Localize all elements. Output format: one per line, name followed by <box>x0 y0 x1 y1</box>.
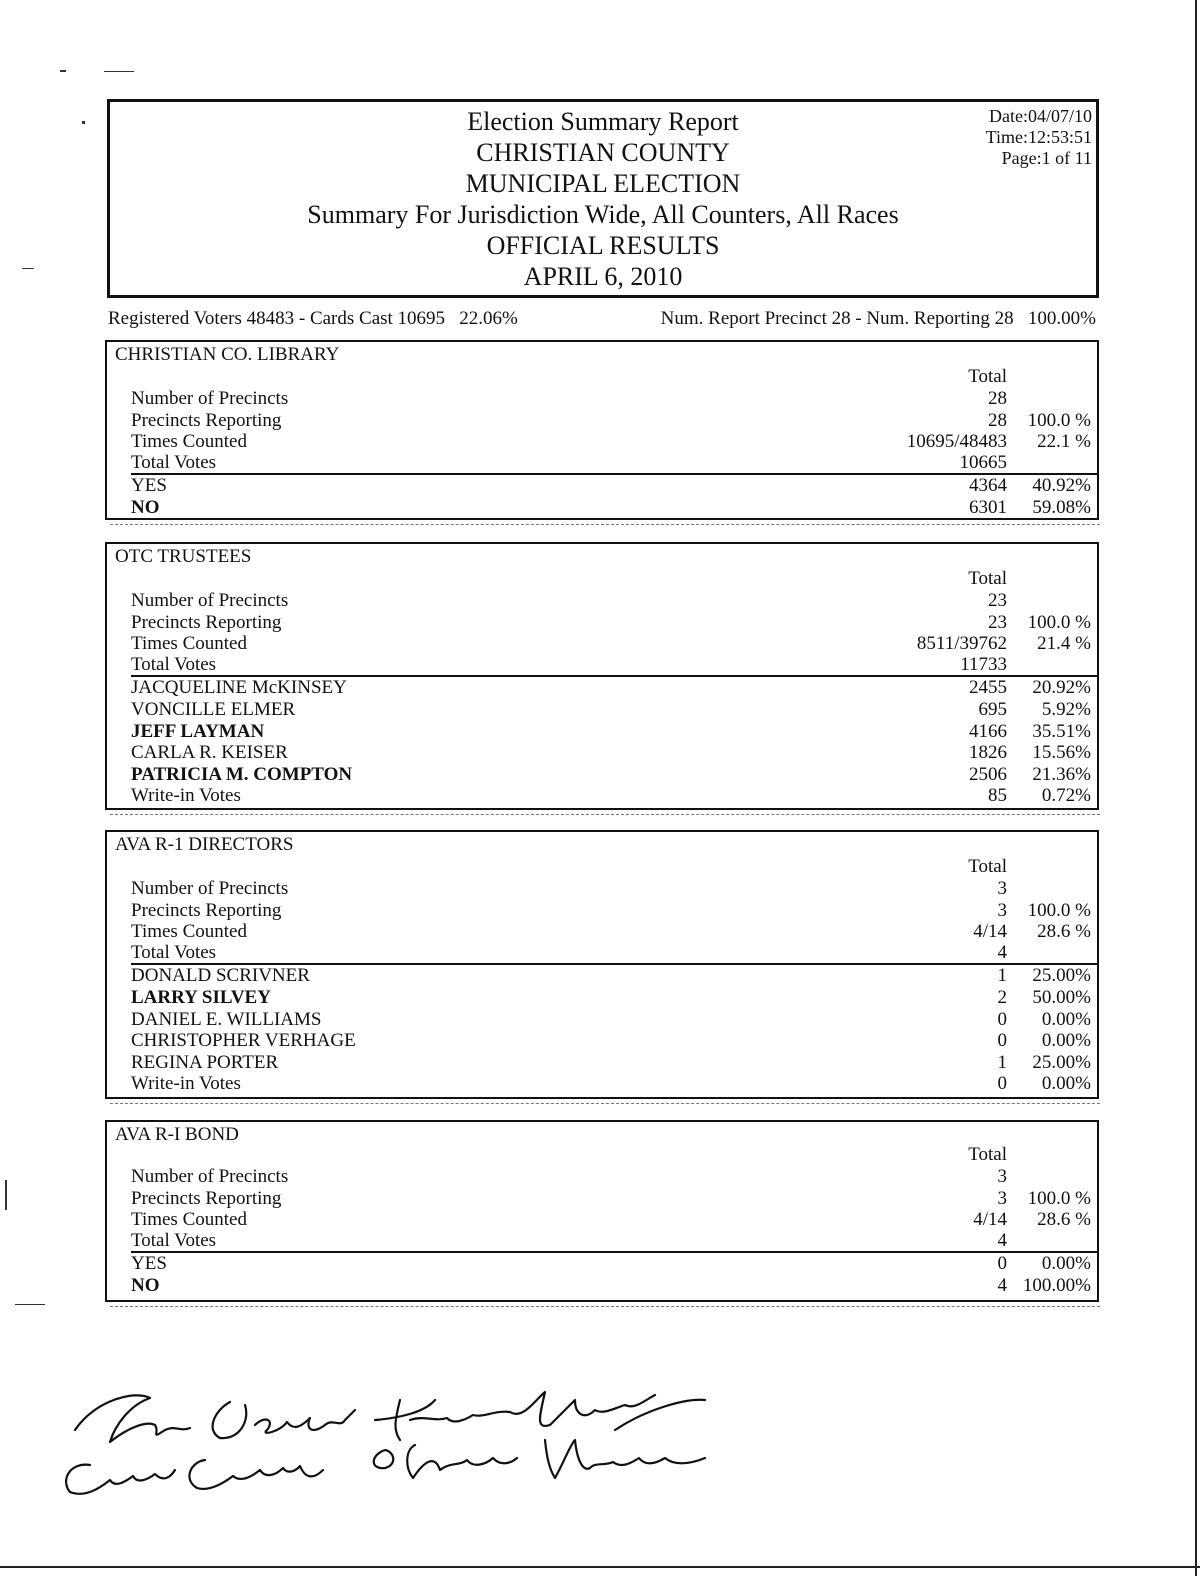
scan-mark <box>104 71 134 72</box>
stat-value: 28 <box>988 388 1007 409</box>
stat-label: Total Votes <box>131 654 217 675</box>
choice-label: DONALD SCRIVNER <box>131 965 310 986</box>
stat-value: 4/14 <box>973 921 1007 942</box>
total-header-row <box>107 366 1097 388</box>
report-header <box>107 99 1099 298</box>
choice-percent: 0.00% <box>1041 1073 1091 1094</box>
stat-value: 10695/48483 <box>906 431 1007 452</box>
choice-row <box>107 742 1097 764</box>
stat-value: 10665 <box>959 452 1007 473</box>
choice-label: YES <box>131 475 167 496</box>
results-status: OFFICIAL RESULTS <box>486 231 720 260</box>
stat-value: 3 <box>997 1166 1007 1187</box>
stat-label: Total Votes <box>131 452 217 473</box>
choice-percent: 59.08% <box>1032 497 1091 518</box>
choice-votes: 6301 <box>969 497 1007 518</box>
choice-label: CHRISTOPHER VERHAGE <box>131 1030 356 1051</box>
choice-votes: 2506 <box>969 764 1007 785</box>
choice-votes: 4364 <box>969 475 1007 496</box>
header-titles <box>110 106 1096 292</box>
stat-value: 23 <box>988 590 1007 611</box>
report-title: Election Summary Report <box>467 107 739 136</box>
report-meta <box>986 106 1092 169</box>
choice-votes: 1826 <box>969 742 1007 763</box>
stat-value: 3 <box>997 1188 1007 1209</box>
race-otc-trustees <box>105 542 1099 810</box>
choice-percent: 0.00% <box>1041 1009 1091 1030</box>
choice-percent: 50.00% <box>1032 987 1091 1008</box>
total-header-row <box>107 568 1097 590</box>
stat-percent: 100.0 % <box>1027 900 1091 921</box>
race-christian-co-library <box>105 340 1099 520</box>
choice-row <box>107 1009 1097 1031</box>
choice-row <box>107 677 1097 699</box>
total-header: Total <box>968 366 1007 387</box>
choice-votes: 4 <box>997 1275 1007 1296</box>
stat-value: 4 <box>997 1230 1007 1251</box>
stat-row <box>107 1209 1097 1231</box>
stat-row <box>107 1166 1097 1188</box>
stat-value: 8511/39762 <box>916 633 1007 654</box>
choice-percent: 15.56% <box>1032 742 1091 763</box>
stat-row <box>107 942 1097 964</box>
signatures <box>55 1370 735 1510</box>
signature-marian-matthews <box>374 1440 705 1478</box>
choice-percent: 21.36% <box>1032 764 1091 785</box>
choice-votes: 0 <box>997 1253 1007 1274</box>
choice-votes: 0 <box>997 1073 1007 1094</box>
choice-label: CARLA R. KEISER <box>131 742 288 763</box>
stat-label: Number of Precincts <box>131 590 289 611</box>
stat-row <box>107 654 1097 676</box>
choice-row <box>107 475 1097 497</box>
choice-percent: 100.00% <box>1022 1275 1091 1296</box>
choice-label: LARRY SILVEY <box>131 987 271 1008</box>
choice-percent: 0.00% <box>1041 1030 1091 1051</box>
page-border-right <box>1195 0 1197 1576</box>
precinct-reporting-summary: Num. Report Precinct 28 - Num. Reporting 28 100.00% <box>660 308 1096 329</box>
choice-percent: 40.92% <box>1032 475 1091 496</box>
race-title: OTC TRUSTEES <box>115 546 252 567</box>
scan-shadow-line <box>110 1306 1100 1307</box>
total-header: Total <box>968 568 1007 589</box>
choice-label: NO <box>131 497 160 518</box>
choice-votes: 0 <box>997 1030 1007 1051</box>
race-title: AVA R-1 DIRECTORS <box>115 834 294 855</box>
stat-row <box>107 410 1097 432</box>
report-time: Time:12:53:51 <box>985 127 1092 147</box>
stat-label: Precincts Reporting <box>131 900 282 921</box>
stat-percent: 22.1 % <box>1037 431 1091 452</box>
election-name: MUNICIPAL ELECTION <box>465 169 741 198</box>
scan-shadow-line <box>110 1103 1100 1104</box>
stat-label: Times Counted <box>131 921 247 942</box>
choice-label: Write-in Votes <box>131 785 241 806</box>
scan-mark <box>15 1304 45 1305</box>
stat-percent: 28.6 % <box>1037 921 1091 942</box>
stat-row <box>107 612 1097 634</box>
stat-row <box>107 431 1097 453</box>
choice-votes: 4166 <box>969 721 1007 742</box>
stat-label: Precincts Reporting <box>131 410 282 431</box>
stat-row <box>107 900 1097 922</box>
page-border-bottom <box>0 1566 1200 1568</box>
stat-label: Number of Precincts <box>131 388 289 409</box>
stat-label: Precincts Reporting <box>131 612 282 633</box>
choice-votes: 2 <box>997 987 1007 1008</box>
total-header-row <box>107 856 1097 878</box>
stat-percent: 100.0 % <box>1027 612 1091 633</box>
registered-voters-summary: Registered Voters 48483 - Cards Cast 10695 22.06% <box>108 308 518 329</box>
stat-label: Total Votes <box>131 1230 217 1251</box>
choice-row <box>107 1052 1097 1074</box>
stat-value: 23 <box>988 612 1007 633</box>
choice-row <box>107 1275 1097 1297</box>
stat-label: Precincts Reporting <box>131 1188 282 1209</box>
scan-mark <box>22 268 34 269</box>
stat-label: Times Counted <box>131 431 247 452</box>
choice-row <box>107 1253 1097 1275</box>
stat-value: 28 <box>988 410 1007 431</box>
stat-label: Times Counted <box>131 633 247 654</box>
scan-mark <box>82 121 85 124</box>
choice-percent: 0.72% <box>1041 785 1091 806</box>
stat-value: 3 <box>997 900 1007 921</box>
choice-votes: 1 <box>997 1052 1007 1073</box>
stat-row <box>107 388 1097 410</box>
stat-label: Times Counted <box>131 1209 247 1230</box>
choice-label: JEFF LAYMAN <box>131 721 265 742</box>
choice-votes: 85 <box>988 785 1007 806</box>
choice-percent: 35.51% <box>1032 721 1091 742</box>
stat-value: 4/14 <box>973 1209 1007 1230</box>
scan-shadow-line <box>110 524 1100 525</box>
scan-mark <box>5 1180 7 1210</box>
choice-percent: 25.00% <box>1032 965 1091 986</box>
choice-label: REGINA PORTER <box>131 1052 279 1073</box>
stat-label: Number of Precincts <box>131 1166 289 1187</box>
choice-row <box>107 965 1097 987</box>
race-ava-r1-directors <box>105 830 1099 1099</box>
choice-percent: 25.00% <box>1032 1052 1091 1073</box>
choice-row <box>107 1073 1097 1095</box>
stat-percent: 100.0 % <box>1027 410 1091 431</box>
stat-value: 11733 <box>960 654 1007 675</box>
stat-row <box>107 633 1097 655</box>
choice-row <box>107 497 1097 519</box>
choice-votes: 2455 <box>969 677 1007 698</box>
signature-karen-mooky <box>375 1392 705 1440</box>
choice-row <box>107 1030 1097 1052</box>
election-date: APRIL 6, 2010 <box>523 262 683 291</box>
stat-value: 4 <box>997 942 1007 963</box>
stat-value: 3 <box>997 878 1007 899</box>
county-name: CHRISTIAN COUNTY <box>476 138 730 167</box>
choice-label: YES <box>131 1253 167 1274</box>
page-number: Page:1 of 11 <box>1001 148 1092 168</box>
choice-percent: 20.92% <box>1032 677 1091 698</box>
choice-label: VONCILLE ELMER <box>131 699 296 720</box>
report-scope: Summary For Jurisdiction Wide, All Counters, All Races <box>307 200 899 229</box>
stat-row <box>107 1230 1097 1252</box>
stat-row <box>107 590 1097 612</box>
stat-row <box>107 452 1097 474</box>
choice-row <box>107 987 1097 1009</box>
stat-row <box>107 921 1097 943</box>
scan-mark <box>60 70 66 72</box>
choice-row <box>107 785 1097 807</box>
signature-carla-essick <box>66 1460 323 1494</box>
stat-label: Number of Precincts <box>131 878 289 899</box>
choice-label: JACQUELINE McKINSEY <box>131 677 347 698</box>
choice-percent: 5.92% <box>1041 699 1091 720</box>
choice-row <box>107 721 1097 743</box>
choice-label: Write-in Votes <box>131 1073 241 1094</box>
stat-percent: 21.4 % <box>1037 633 1091 654</box>
choice-votes: 0 <box>997 1009 1007 1030</box>
choice-label: NO <box>131 1275 160 1296</box>
stat-percent: 28.6 % <box>1037 1209 1091 1230</box>
stat-row <box>107 878 1097 900</box>
choice-votes: 695 <box>978 699 1007 720</box>
race-ava-ri-bond <box>105 1120 1099 1302</box>
choice-label: PATRICIA M. COMPTON <box>131 764 353 785</box>
total-header: Total <box>968 856 1007 877</box>
total-header: Total <box>968 1144 1007 1165</box>
total-header-row <box>107 1144 1097 1166</box>
stat-percent: 100.0 % <box>1027 1188 1091 1209</box>
stat-label: Total Votes <box>131 942 217 963</box>
stat-row <box>107 1188 1097 1210</box>
signature-lisa-ossey <box>75 1395 355 1442</box>
race-title: CHRISTIAN CO. LIBRARY <box>115 344 340 365</box>
report-date: Date:04/07/10 <box>989 106 1092 126</box>
choice-row <box>107 699 1097 721</box>
choice-votes: 1 <box>997 965 1007 986</box>
choice-percent: 0.00% <box>1041 1253 1091 1274</box>
scan-shadow-line <box>110 814 1100 815</box>
race-title: AVA R-I BOND <box>115 1124 239 1145</box>
choice-label: DANIEL E. WILLIAMS <box>131 1009 322 1030</box>
choice-row <box>107 764 1097 786</box>
